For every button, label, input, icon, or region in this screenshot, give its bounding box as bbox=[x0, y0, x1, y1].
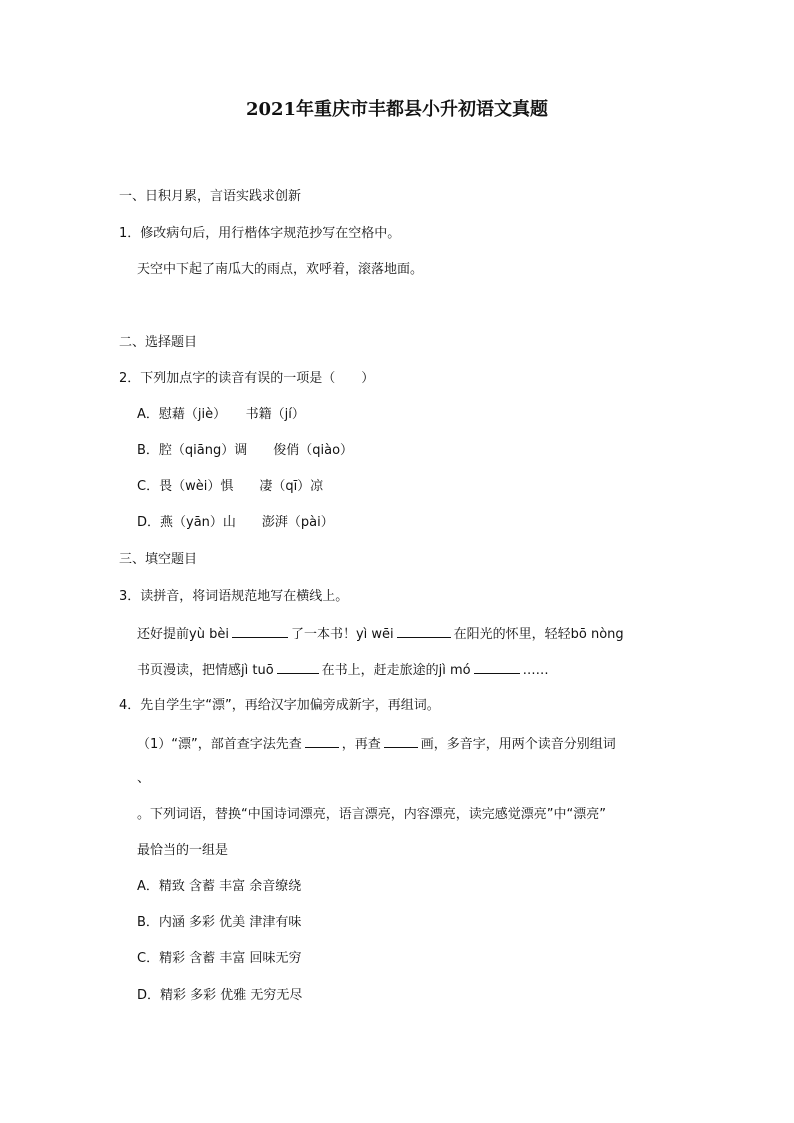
answer-blank-yubei[interactable] bbox=[232, 623, 288, 638]
document-title: 2021年重庆市丰都县小升初语文真题 bbox=[245, 99, 549, 120]
question-4-option-c: C．精彩 含蓄 丰富 回味无穷 bbox=[137, 951, 302, 966]
question-4-option-b: B．内涵 多彩 优美 津津有味 bbox=[137, 915, 302, 930]
question-4-part-2: 。下列词语，替换“中国诗词漂亮，语言漂亮，内容漂亮，读完感觉漂亮”中“漂亮” bbox=[137, 807, 606, 822]
question-1-stem: 1．修改病句后，用行楷体字规范抄写在空格中。 bbox=[119, 226, 401, 241]
q4-text-a: （1）“漂”，部首查字法先查 bbox=[137, 737, 302, 752]
q3-text-d: 书页漫读，把情感jì tuō bbox=[137, 663, 274, 678]
q3-text-a: 还好提前yù bèi bbox=[137, 627, 229, 642]
question-2-option-b: B．腔（qiāng）调 俊俏（qiào） bbox=[137, 443, 354, 458]
answer-blank-jimo[interactable] bbox=[474, 659, 520, 674]
question-4-part-1 bbox=[137, 733, 616, 755]
question-2-option-a: A．慰藉（jiè） 书籍（jí） bbox=[137, 407, 305, 422]
q3-text-e: 在书上，赶走旅途的jì mó bbox=[321, 663, 471, 678]
q3-text-b: 了一本书！yì wēi bbox=[290, 627, 394, 642]
section-heading-3: 三、填空题目 bbox=[119, 552, 198, 567]
question-2-option-d: D．燕（yān）山 澎湃（pài） bbox=[137, 515, 334, 530]
question-4-part-2-cont: 最恰当的一组是 bbox=[137, 843, 229, 858]
q4-text-b: ，再查 bbox=[341, 737, 381, 752]
question-3-line-1 bbox=[137, 623, 624, 645]
question-4-option-a: A．精致 含蓄 丰富 余音缭绕 bbox=[137, 879, 302, 894]
section-heading-2: 二、选择题目 bbox=[119, 335, 198, 350]
answer-blank-radical[interactable] bbox=[305, 733, 339, 748]
section-heading-1: 一、日积月累，言语实践求创新 bbox=[119, 189, 302, 204]
question-4-stem: 4．先自学生字“漂”，再给汉字加偏旁成新字，再组词。 bbox=[119, 698, 440, 713]
question-2-option-c: C．畏（wèi）惧 凄（qī）凉 bbox=[137, 479, 324, 494]
question-1-sentence: 天空中下起了南瓜大的雨点，欢呼着，滚落地面。 bbox=[137, 262, 424, 277]
question-2-stem: 2．下列加点字的读音有误的一项是（ ） bbox=[119, 371, 375, 386]
q4-text-c: 画，多音字，用两个读音分别组词 bbox=[420, 737, 616, 752]
answer-blank-jituo[interactable] bbox=[277, 659, 319, 674]
question-3-line-2 bbox=[137, 659, 549, 681]
question-4-part-1-tail: 、 bbox=[137, 771, 151, 786]
q3-text-c: 在阳光的怀里，轻轻bō nòng bbox=[453, 627, 624, 642]
q3-text-f: …… bbox=[522, 663, 549, 678]
answer-blank-yiwei[interactable] bbox=[397, 623, 451, 638]
question-3-stem: 3．读拼音，将词语规范地写在横线上。 bbox=[119, 589, 349, 604]
answer-blank-strokes[interactable] bbox=[384, 733, 418, 748]
question-4-option-d: D．精彩 多彩 优雅 无穷无尽 bbox=[137, 988, 303, 1003]
